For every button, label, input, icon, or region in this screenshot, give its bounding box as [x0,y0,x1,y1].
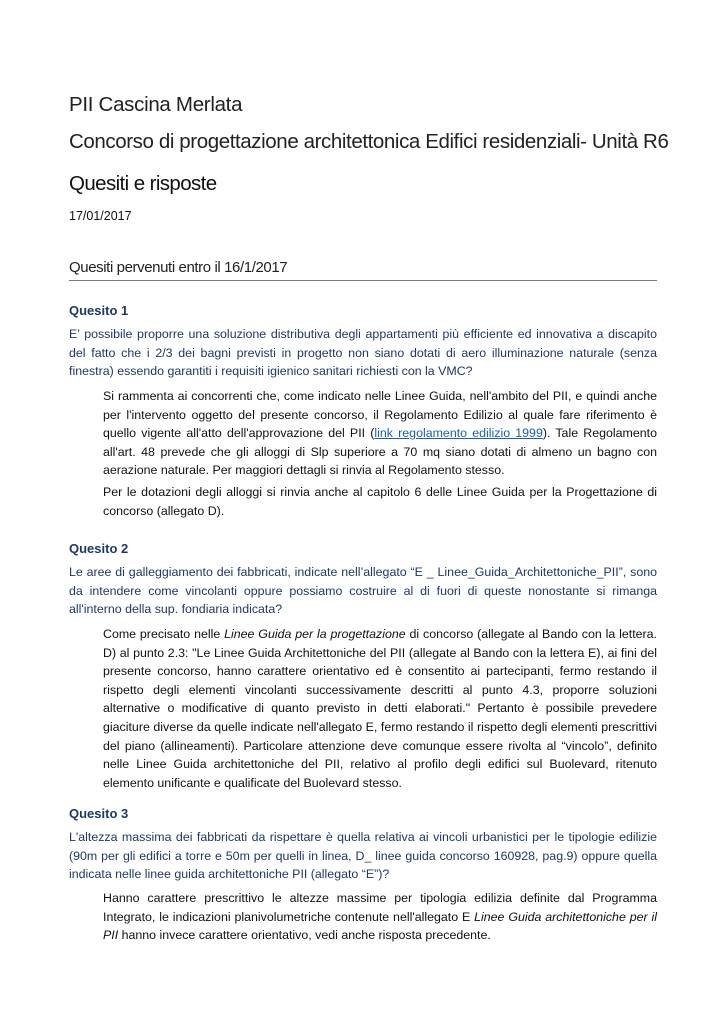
document-title: PII Cascina Merlata [69,93,243,116]
section-heading: Quesiti pervenuti entro il 16/1/2017 [69,259,657,281]
document-heading: Quesiti e risposte [69,172,217,195]
question-1-text: E’ possibile proporre una soluzione distributiva degli appartamenti più efficiente ed innovativa a discapito del fatto che i 2/3 dei bagni previsti in progetto non siano dotati di aero illuminazione naturale (senza finestra) essendo garantiti i requisiti igienico sanitari richiesti con la VMC? [69,327,657,379]
question-2-text: Le aree di galleggiamento dei fabbricati, indicate nell’allegato “E _ Linee_Guida_Architettoniche_PII”, sono da intendere come vincolanti oppure possiamo costruire al di fuori di queste nonostante si rimanga all'interno della sup. fondiaria indicata? [69,565,657,617]
answer-3-emphasis: Linee Guida architettoniche per il PII [103,909,657,943]
answer-3-text-a: Hanno carattere prescrittivo le altezze massime per tipologia edilizia definite dal Programma Integrato, le indicazioni planivolumetriche contenute nell'allegato E [103,891,657,924]
document-date: 17/01/2017 [69,209,132,223]
answer-3-text-b: hanno invece carattere orientativo, vedi anche risposta precedente. [118,928,491,943]
answer-3-paragraph [103,889,657,945]
answer-1-paragraph-1 [103,387,657,480]
answer-1-text-a: Si rammenta ai concorrenti che, come indicato nelle Linee Guida, nell'ambito del PII, e quindi anche per l'intervento oggetto del presente concorso, il Regolamento Edilizio al quale fare riferimento è quello vigente all'atto dell'approvazione del PII ( [103,389,657,441]
answer-1-text-b: ). Tale Regolamento all'art. 48 prevede che gli alloggi di Slp superiore a 70 mq siano dotati di almeno un bagno con aerazione naturale. Per maggiori dettagli si rinvia al Regolamento stesso. [103,426,657,478]
regolamento-link[interactable]: link regolamento edilizio 1999 [374,426,543,441]
answer-2-text-a: Come precisato nelle [103,627,225,641]
question-2-title: Quesito 2 [69,541,129,556]
answer-2-paragraph [103,625,657,792]
question-1-title: Quesito 1 [69,303,129,318]
answer-1-paragraph-2: Per le dotazioni degli alloggi si rinvia anche al capitolo 6 delle Linee Guida per la Progettazione di concorso (allegato D). [103,485,657,518]
answer-2-text-b: di concorso (allegate al Bando con la lettera. D) al punto 2.3: "Le Linee Guida Architettoniche del PII (allegate al Bando con la lettera E), ai fini del presente concorso, hanno carattere orientativo ed è consentito ai partecipanti, fermo restando il rispetto degli elementi vincolanti successivamente descritti al punto 4.3, proporre soluzioni alternative o modificative di quanto previsto in detti elaborati." Pertanto è possibile prevedere giaciture diverse da quelle indicate nell'allegato E, fermo restando il rispetto degli elementi prescrittivi del piano (allineamenti). Particolare attenzione deve comunque essere rivolta al “vincolo”, definito nelle Linee Guida architettoniche del PII, relativo al profilo degli edifici sul Buolevard, ritenuto elemento unificante e qualificate del Buolevard stesso. [103,627,657,790]
answer-2-emphasis: Linee Guida per la progettazione [224,627,406,641]
document-subtitle: Concorso di progettazione architettonica Edifici residenziali- Unità R6 [69,130,669,153]
question-3-title: Quesito 3 [69,806,129,821]
question-3-text: L'altezza massima dei fabbricati da rispettare è quella relativa ai vincoli urbanistici per le tipologie edilizie (90m per gli edifici a torre e 50m per quelli in linea, D_ linee guida concorso 160928, pag.9) oppure quella indicata nelle linee guida architettoniche PII (allegato “E”)? [69,830,657,882]
